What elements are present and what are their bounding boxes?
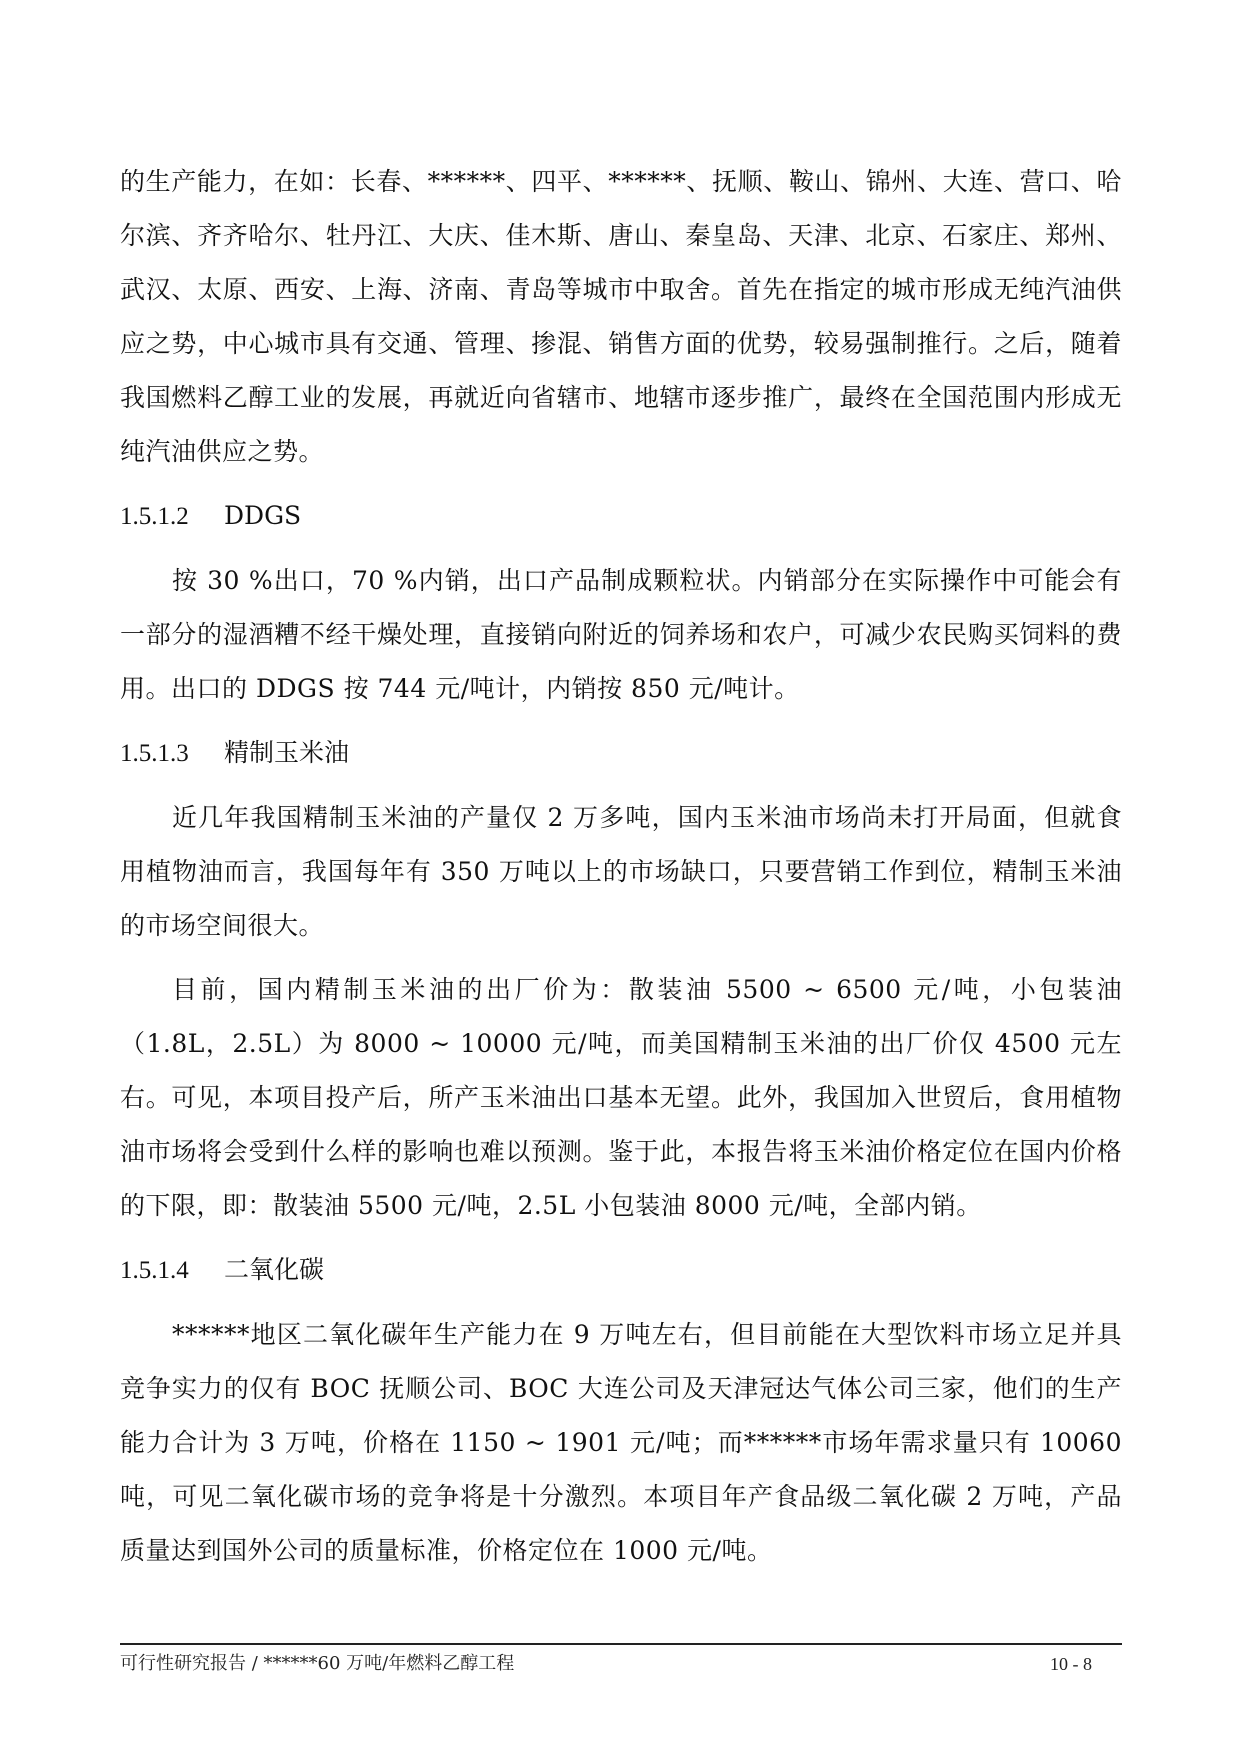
paragraph-ddgs: 按 30 %出口，70 %内销，出口产品制成颗粒状。内销部分在实际操作中可能会有一部分的湿酒糟不经干燥处理，直接销向附近的饲养场和农户，可减少农民购买饲料的费用。出口的 DDGS 按 744 元/吨计，内销按 850 元/吨计。 <box>120 566 1122 703</box>
footer-title: 可行性研究报告 / ******60 万吨/年燃料乙醇工程 <box>120 1653 515 1674</box>
paragraph-corn-oil-price: 目前，国内精制玉米油的出厂价为：散装油 5500 ~ 6500 元/吨，小包装油（1.8L，2.5L）为 8000 ~ 10000 元/吨，而美国精制玉米油的出厂价仅 4500 元左右。可见，本项目投产后，所产玉米油出口基本无望。此外，我国加入世贸后，食用植物油市场将会受到什么样的影响也难以预测。鉴于此，本报告将玉米油价格定位在国内价格的下限，即：散装油 5500 元/吨，2.5L 小包装油 8000 元/吨，全部内销。 <box>120 975 1122 1220</box>
paragraph-corn-oil-market: 近几年我国精制玉米油的产量仅 2 万多吨，国内玉米油市场尚未打开局面，但就食用植物油而言，我国每年有 350 万吨以上的市场缺口，只要营销工作到位，精制玉米油的市场空间很大。 <box>120 803 1122 940</box>
section-heading-co2 <box>120 1243 1122 1298</box>
section-number: 1.5.1.3 <box>120 740 189 767</box>
section-title: DDGS <box>224 501 302 530</box>
section-number: 1.5.1.4 <box>120 1257 189 1284</box>
section-number: 1.5.1.2 <box>120 503 189 530</box>
document-body <box>120 155 1122 1588</box>
footer-divider <box>120 1643 1122 1645</box>
page-number: 10 - 8 <box>1050 1654 1092 1674</box>
paragraph-co2: ******地区二氧化碳年生产能力在 9 万吨左右，但目前能在大型饮料市场立足并具竞争实力的仅有 BOC 抚顺公司、BOC 大连公司及天津冠达气体公司三家，他们的生产能力合计为 3 万吨，价格在 1150 ~ 1901 元/吨；而******市场年需求量只有 10060 吨，可见二氧化碳市场的竞争将是十分激烈。本项目年产食品级二氧化碳 2 万吨，产品质量达到国外公司的质量标准，价格定位在 1000 元/吨。 <box>120 1320 1122 1565</box>
section-title: 精制玉米油 <box>224 738 350 767</box>
section-heading-corn-oil <box>120 726 1122 781</box>
section-title: 二氧化碳 <box>224 1255 325 1284</box>
section-heading-ddgs <box>120 489 1122 544</box>
paragraph-city-rollout: 的生产能力，在如：长春、******、四平、******、抚顺、鞍山、锦州、大连、营口、哈尔滨、齐齐哈尔、牡丹江、大庆、佳木斯、唐山、秦皇岛、天津、北京、石家庄、郑州、武汉、太原、西安、上海、济南、青岛等城市中取舍。首先在指定的城市形成无纯汽油供应之势，中心城市具有交通、管理、掺混、销售方面的优势，较易强制推行。之后，随着我国燃料乙醇工业的发展，再就近向省辖市、地辖市逐步推广，最终在全国范围内形成无纯汽油供应之势。 <box>120 167 1122 466</box>
